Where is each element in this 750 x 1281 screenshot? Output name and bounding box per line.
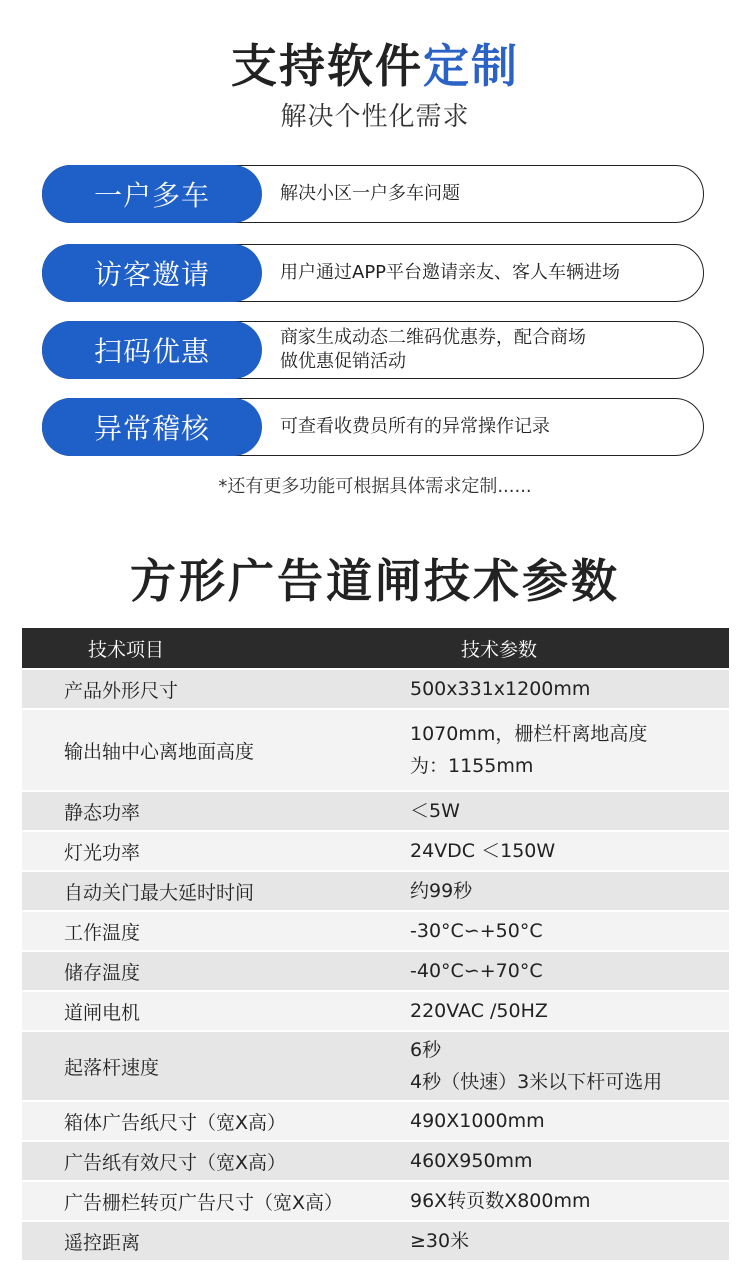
spec-value: ≥30米: [410, 1230, 470, 1252]
spec-item: 工作温度: [64, 921, 141, 944]
feature-row-visitor-invite: [42, 244, 704, 302]
spec-item: 起落杆速度: [64, 1056, 160, 1079]
spec-value: 220VAC /50HZ: [410, 1000, 548, 1022]
spec-value-line: 为：1155mm: [410, 755, 534, 777]
spec-value: -30°C∽+50°C: [410, 920, 543, 942]
spec-item: 广告栅栏转页广告尺寸（宽X高）: [64, 1191, 344, 1214]
feature-label-pill: 访客邀请: [42, 244, 262, 302]
spec-value-line: 1070mm，栅栏杆离地高度: [410, 723, 648, 745]
feature-description-line: 做优惠促销活动: [280, 351, 406, 372]
specs-title: 方形广告道闸技术参数: [130, 554, 620, 608]
table-row: [22, 668, 729, 708]
title-accent-text: 定制: [423, 39, 519, 93]
spec-item: 遥控距离: [64, 1231, 141, 1254]
title-text: 支持软件: [231, 39, 423, 93]
table-row: [22, 1180, 729, 1220]
table-header: [22, 628, 729, 668]
spec-item: 储存温度: [64, 961, 141, 984]
table-row: [22, 790, 729, 830]
spec-value: ＜5W: [410, 800, 460, 822]
spec-item: 产品外形尺寸: [64, 679, 179, 702]
feature-label-pill: 一户多车: [42, 165, 262, 223]
customization-note: *还有更多功能可根据具体需求定制......: [218, 476, 532, 497]
spec-item: 自动关门最大延时时间: [64, 881, 255, 904]
spec-value: [410, 718, 729, 782]
table-row: [22, 870, 729, 910]
table-row: [22, 1030, 729, 1100]
table-row: [22, 830, 729, 870]
spec-value: 490X1000mm: [410, 1110, 545, 1132]
spec-value: 24VDC ＜150W: [410, 840, 556, 862]
feature-description: 用户通过APP平台邀请亲友、客人车辆进场: [280, 262, 621, 283]
spec-item: 广告纸有效尺寸（宽X高）: [64, 1151, 287, 1174]
table-row: [22, 708, 729, 790]
table-row: [22, 1140, 729, 1180]
feature-description: 解决小区一户多车问题: [280, 183, 460, 204]
table-row: [22, 950, 729, 990]
spec-value-line: 4秒（快速）3米以下杆可选用: [410, 1071, 663, 1093]
spec-value: 500x331x1200mm: [410, 678, 591, 700]
feature-description: [280, 321, 690, 379]
spec-value: 约99秒: [410, 880, 473, 902]
spec-value: 96X转页数X800mm: [410, 1190, 591, 1212]
page-subtitle: 解决个性化需求: [280, 102, 470, 132]
table-row: [22, 1100, 729, 1140]
spec-item: 输出轴中心离地面高度: [64, 740, 255, 763]
table-row: [22, 990, 729, 1030]
spec-item: 静态功率: [64, 801, 141, 824]
feature-row-multi-car: [42, 165, 704, 223]
header-item: 技术项目: [88, 638, 165, 661]
feature-description-line: 商家生成动态二维码优惠券，配合商场: [280, 327, 586, 348]
feature-row-audit: [42, 398, 704, 456]
feature-label-pill: 异常稽核: [42, 398, 262, 456]
table-row: [22, 910, 729, 950]
spec-value: 460X950mm: [410, 1150, 533, 1172]
table-row: [22, 1220, 729, 1260]
spec-value-line: 6秒: [410, 1039, 442, 1061]
spec-item: 箱体广告纸尺寸（宽X高）: [64, 1111, 287, 1134]
feature-label-pill: 扫码优惠: [42, 321, 262, 379]
spec-item: 灯光功率: [64, 841, 141, 864]
spec-item: 道闸电机: [64, 1001, 141, 1024]
specs-table: [22, 628, 729, 1260]
spec-value: -40°C∽+70°C: [410, 960, 543, 982]
header-value: 技术参数: [461, 638, 538, 661]
spec-value: [410, 1034, 729, 1098]
feature-description: 可查看收费员所有的异常操作记录: [280, 416, 550, 437]
page-title: [0, 30, 750, 96]
feature-row-scan-discount: [42, 321, 704, 379]
